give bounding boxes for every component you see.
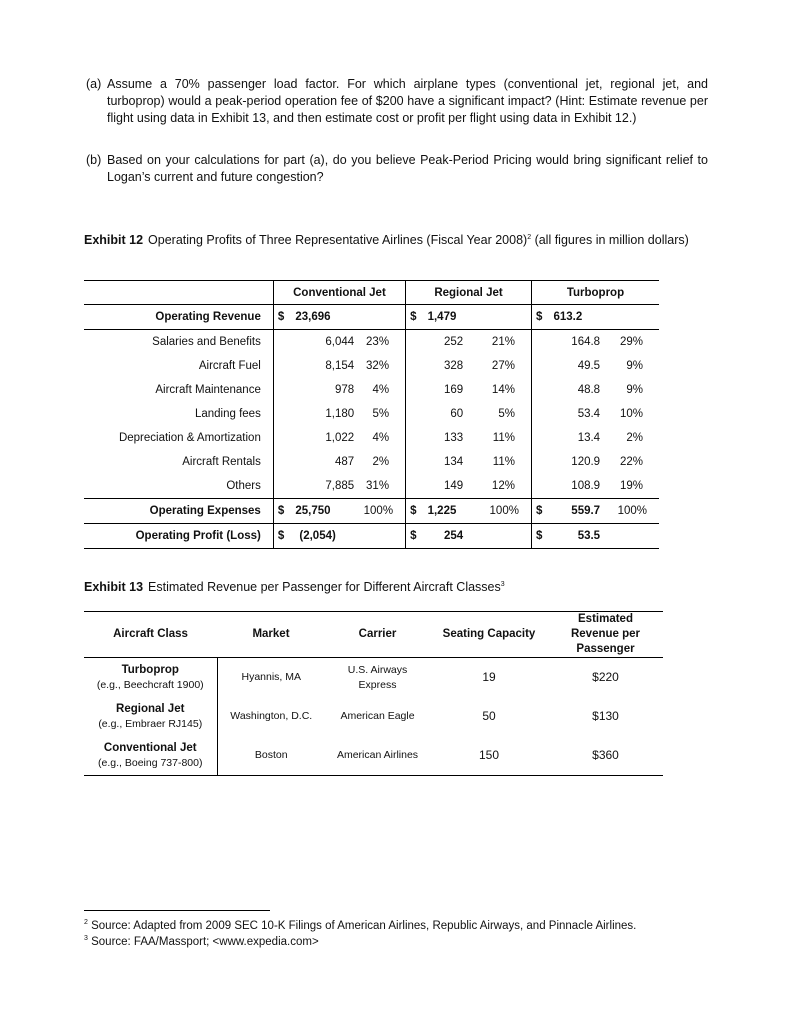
row-label: Aircraft Rentals (182, 456, 261, 468)
value-cell: 108.9 (571, 480, 601, 492)
pct-cell: 5% (498, 408, 515, 420)
value-cell: 8,154 (325, 360, 355, 372)
exhibit-12-title-suffix: (all figures in million dollars) (531, 233, 689, 247)
pct-cell: 22% (619, 456, 643, 468)
header-estimated-revenue: Estimated Revenue per Passenger (548, 612, 663, 658)
carrier-cell: American Eagle (340, 710, 415, 722)
row-fuel (84, 354, 659, 378)
revenue-cell: $130 (592, 709, 619, 723)
header-aircraft-class: Aircraft Class (84, 612, 217, 658)
value-cell: 49.5 (577, 360, 601, 372)
header-regional-jet: Regional Jet (406, 281, 532, 305)
value-cell: 149 (443, 480, 464, 492)
value-cell: 25,750 (291, 499, 354, 524)
pct-cell: 14% (491, 384, 515, 396)
seating-cell: 150 (430, 736, 548, 776)
pct-cell: 12% (491, 480, 515, 492)
exhibit-13-title-text: Estimated Revenue per Passenger for Different Aircraft Classes (148, 580, 501, 594)
header-turboprop: Turboprop (531, 281, 659, 305)
pct-cell: 4% (372, 384, 390, 396)
value-cell: 60 (450, 408, 464, 420)
row-label: Landing fees (194, 408, 261, 420)
value-cell: 559.7 (549, 499, 600, 524)
aircraft-class-cell (84, 658, 217, 698)
row-landing-fees (84, 402, 659, 426)
exhibit-13-label: Exhibit 13 (84, 580, 144, 594)
pct-cell: 29% (619, 336, 643, 348)
row-label: Others (226, 480, 261, 492)
pct-cell: 4% (372, 432, 390, 444)
currency-sign: $ (273, 305, 291, 330)
exhibit-13-title (84, 578, 710, 596)
value-cell: 13.4 (577, 432, 601, 444)
row-label: Depreciation & Amortization (118, 432, 261, 444)
value-cell: 6,044 (325, 336, 355, 348)
value-cell: 23,696 (291, 305, 354, 330)
pct-cell: 5% (372, 408, 390, 420)
row-label: Aircraft Fuel (198, 360, 261, 372)
footnote-3 (84, 935, 724, 949)
value-cell: 613.2 (549, 305, 659, 330)
exhibit-12-header-row (84, 281, 659, 305)
header-carrier: Carrier (325, 612, 430, 658)
value-cell: 254 (424, 524, 464, 549)
exhibit-12-title-text: Operating Profits of Three Representative Airlines (Fiscal Year 2008) (148, 233, 528, 247)
pct-cell: 11% (492, 456, 515, 468)
pct-cell: 32% (366, 360, 390, 372)
question-b-text: Based on your calculations for part (a), do you believe Peak-Period Pricing would bring significant relief to Logan’s current and future congestion? (107, 153, 708, 184)
aircraft-class-example: (e.g., Beechcraft 1900) (96, 678, 204, 691)
aircraft-class-example: (e.g., Boeing 737-800) (98, 756, 203, 769)
row-others (84, 474, 659, 499)
row-operating-revenue (84, 305, 659, 330)
row-rentals (84, 450, 659, 474)
question-a (86, 76, 708, 127)
value-cell: 169 (443, 384, 464, 396)
value-cell: 252 (443, 336, 464, 348)
table-row (84, 658, 663, 698)
aircraft-class-example: (e.g., Embraer RJ145) (98, 717, 203, 730)
exhibit-12-label: Exhibit 12 (84, 233, 144, 247)
row-operating-expenses (84, 499, 659, 524)
row-maintenance (84, 378, 659, 402)
row-label: Salaries and Benefits (152, 336, 261, 348)
market-cell: Hyannis, MA (241, 671, 302, 683)
question-a-label: (a) (86, 77, 102, 91)
revenue-cell: $220 (592, 670, 619, 684)
value-cell: 978 (335, 384, 355, 396)
currency-sign: $ (406, 524, 424, 549)
question-b-label: (b) (86, 153, 102, 167)
exhibit-12-title (84, 231, 710, 249)
footnote-text: Source: Adapted from 2009 SEC 10-K Filings of American Airlines, Republic Airways, and Pinnacle Airlines. (91, 920, 637, 932)
currency-sign: $ (273, 499, 291, 524)
exhibit-12-footnote-ref: 2 (527, 233, 532, 241)
footnote-text: Source: FAA/Massport; <www.expedia.com> (91, 936, 319, 948)
row-depreciation (84, 426, 659, 450)
pct-cell: 10% (619, 408, 643, 420)
pct-cell: 9% (626, 384, 643, 396)
market-cell: Boston (217, 736, 325, 776)
question-b (86, 152, 708, 186)
exhibit-13-header-row (84, 612, 663, 658)
aircraft-class-cell (84, 697, 217, 736)
aircraft-class-name: Turboprop (121, 663, 179, 676)
carrier-cell: U.S. Airways Express (347, 663, 408, 691)
row-operating-profit (84, 524, 659, 549)
pct-cell: 2% (372, 456, 390, 468)
row-label: Operating Revenue (84, 305, 273, 330)
exhibit-13-footnote-ref: 3 (500, 580, 505, 588)
exhibit-12-table (84, 280, 659, 549)
footnote-2 (84, 919, 724, 933)
header-seating-capacity: Seating Capacity (430, 612, 548, 658)
pct-cell: 19% (619, 480, 643, 492)
currency-sign: $ (531, 524, 549, 549)
currency-sign: $ (531, 305, 549, 330)
currency-sign: $ (406, 305, 424, 330)
value-cell: 1,022 (325, 432, 355, 444)
value-cell: 53.4 (577, 408, 601, 420)
aircraft-class-name: Regional Jet (116, 702, 185, 715)
header-market: Market (217, 612, 325, 658)
value-cell: 134 (443, 456, 464, 468)
pct-cell: 27% (491, 360, 515, 372)
value-cell: 164.8 (571, 336, 601, 348)
pct-cell: 2% (626, 432, 643, 444)
carrier-cell: American Airlines (325, 736, 430, 776)
value-cell: 1,225 (424, 499, 464, 524)
value-cell: (2,054) (291, 524, 354, 549)
value-cell: 48.8 (577, 384, 601, 396)
aircraft-class-name: Conventional Jet (103, 741, 197, 754)
table-row (84, 697, 663, 736)
currency-sign: $ (531, 499, 549, 524)
table-row (84, 736, 663, 776)
footnote-number: 3 (84, 935, 88, 943)
pct-cell: 23% (366, 336, 390, 348)
value-cell: 53.5 (549, 524, 600, 549)
pct-cell: 100% (600, 499, 659, 524)
footnote-number: 2 (84, 919, 88, 927)
pct-cell: 100% (354, 499, 405, 524)
revenue-cell: $360 (548, 736, 663, 776)
row-label: Aircraft Maintenance (155, 384, 261, 396)
pct-cell: 31% (366, 480, 390, 492)
value-cell: 120.9 (571, 456, 601, 468)
seating-cell: 50 (482, 709, 496, 723)
value-cell: 7,885 (325, 480, 355, 492)
row-label: Operating Profit (Loss) (84, 524, 273, 549)
seating-cell: 19 (482, 670, 496, 684)
value-cell: 1,180 (325, 408, 355, 420)
value-cell: 487 (335, 456, 355, 468)
aircraft-class-cell (84, 736, 217, 776)
exhibit-13-table (84, 611, 663, 776)
row-label: Operating Expenses (84, 499, 273, 524)
header-conventional-jet: Conventional Jet (273, 281, 405, 305)
value-cell: 133 (443, 432, 464, 444)
header-blank (84, 281, 273, 305)
currency-sign: $ (273, 524, 291, 549)
market-cell: Washington, D.C. (230, 710, 313, 722)
question-a-text: Assume a 70% passenger load factor. For which airplane types (conventional jet, regional jet, and turboprop) would a peak-period operation fee of $200 have a significant impact? (Hint: Estimate revenue per flight using data in Exhibit 13, and then estimate cost or profit per flight using data in Exhibit 12.) (107, 77, 708, 125)
value-cell: 328 (443, 360, 464, 372)
pct-cell: 9% (626, 360, 643, 372)
pct-cell: 100% (463, 499, 531, 524)
pct-cell: 11% (492, 432, 515, 444)
footnote-divider (84, 910, 270, 911)
row-salaries (84, 330, 659, 355)
currency-sign: $ (406, 499, 424, 524)
pct-cell: 21% (491, 336, 515, 348)
value-cell: 1,479 (424, 305, 532, 330)
